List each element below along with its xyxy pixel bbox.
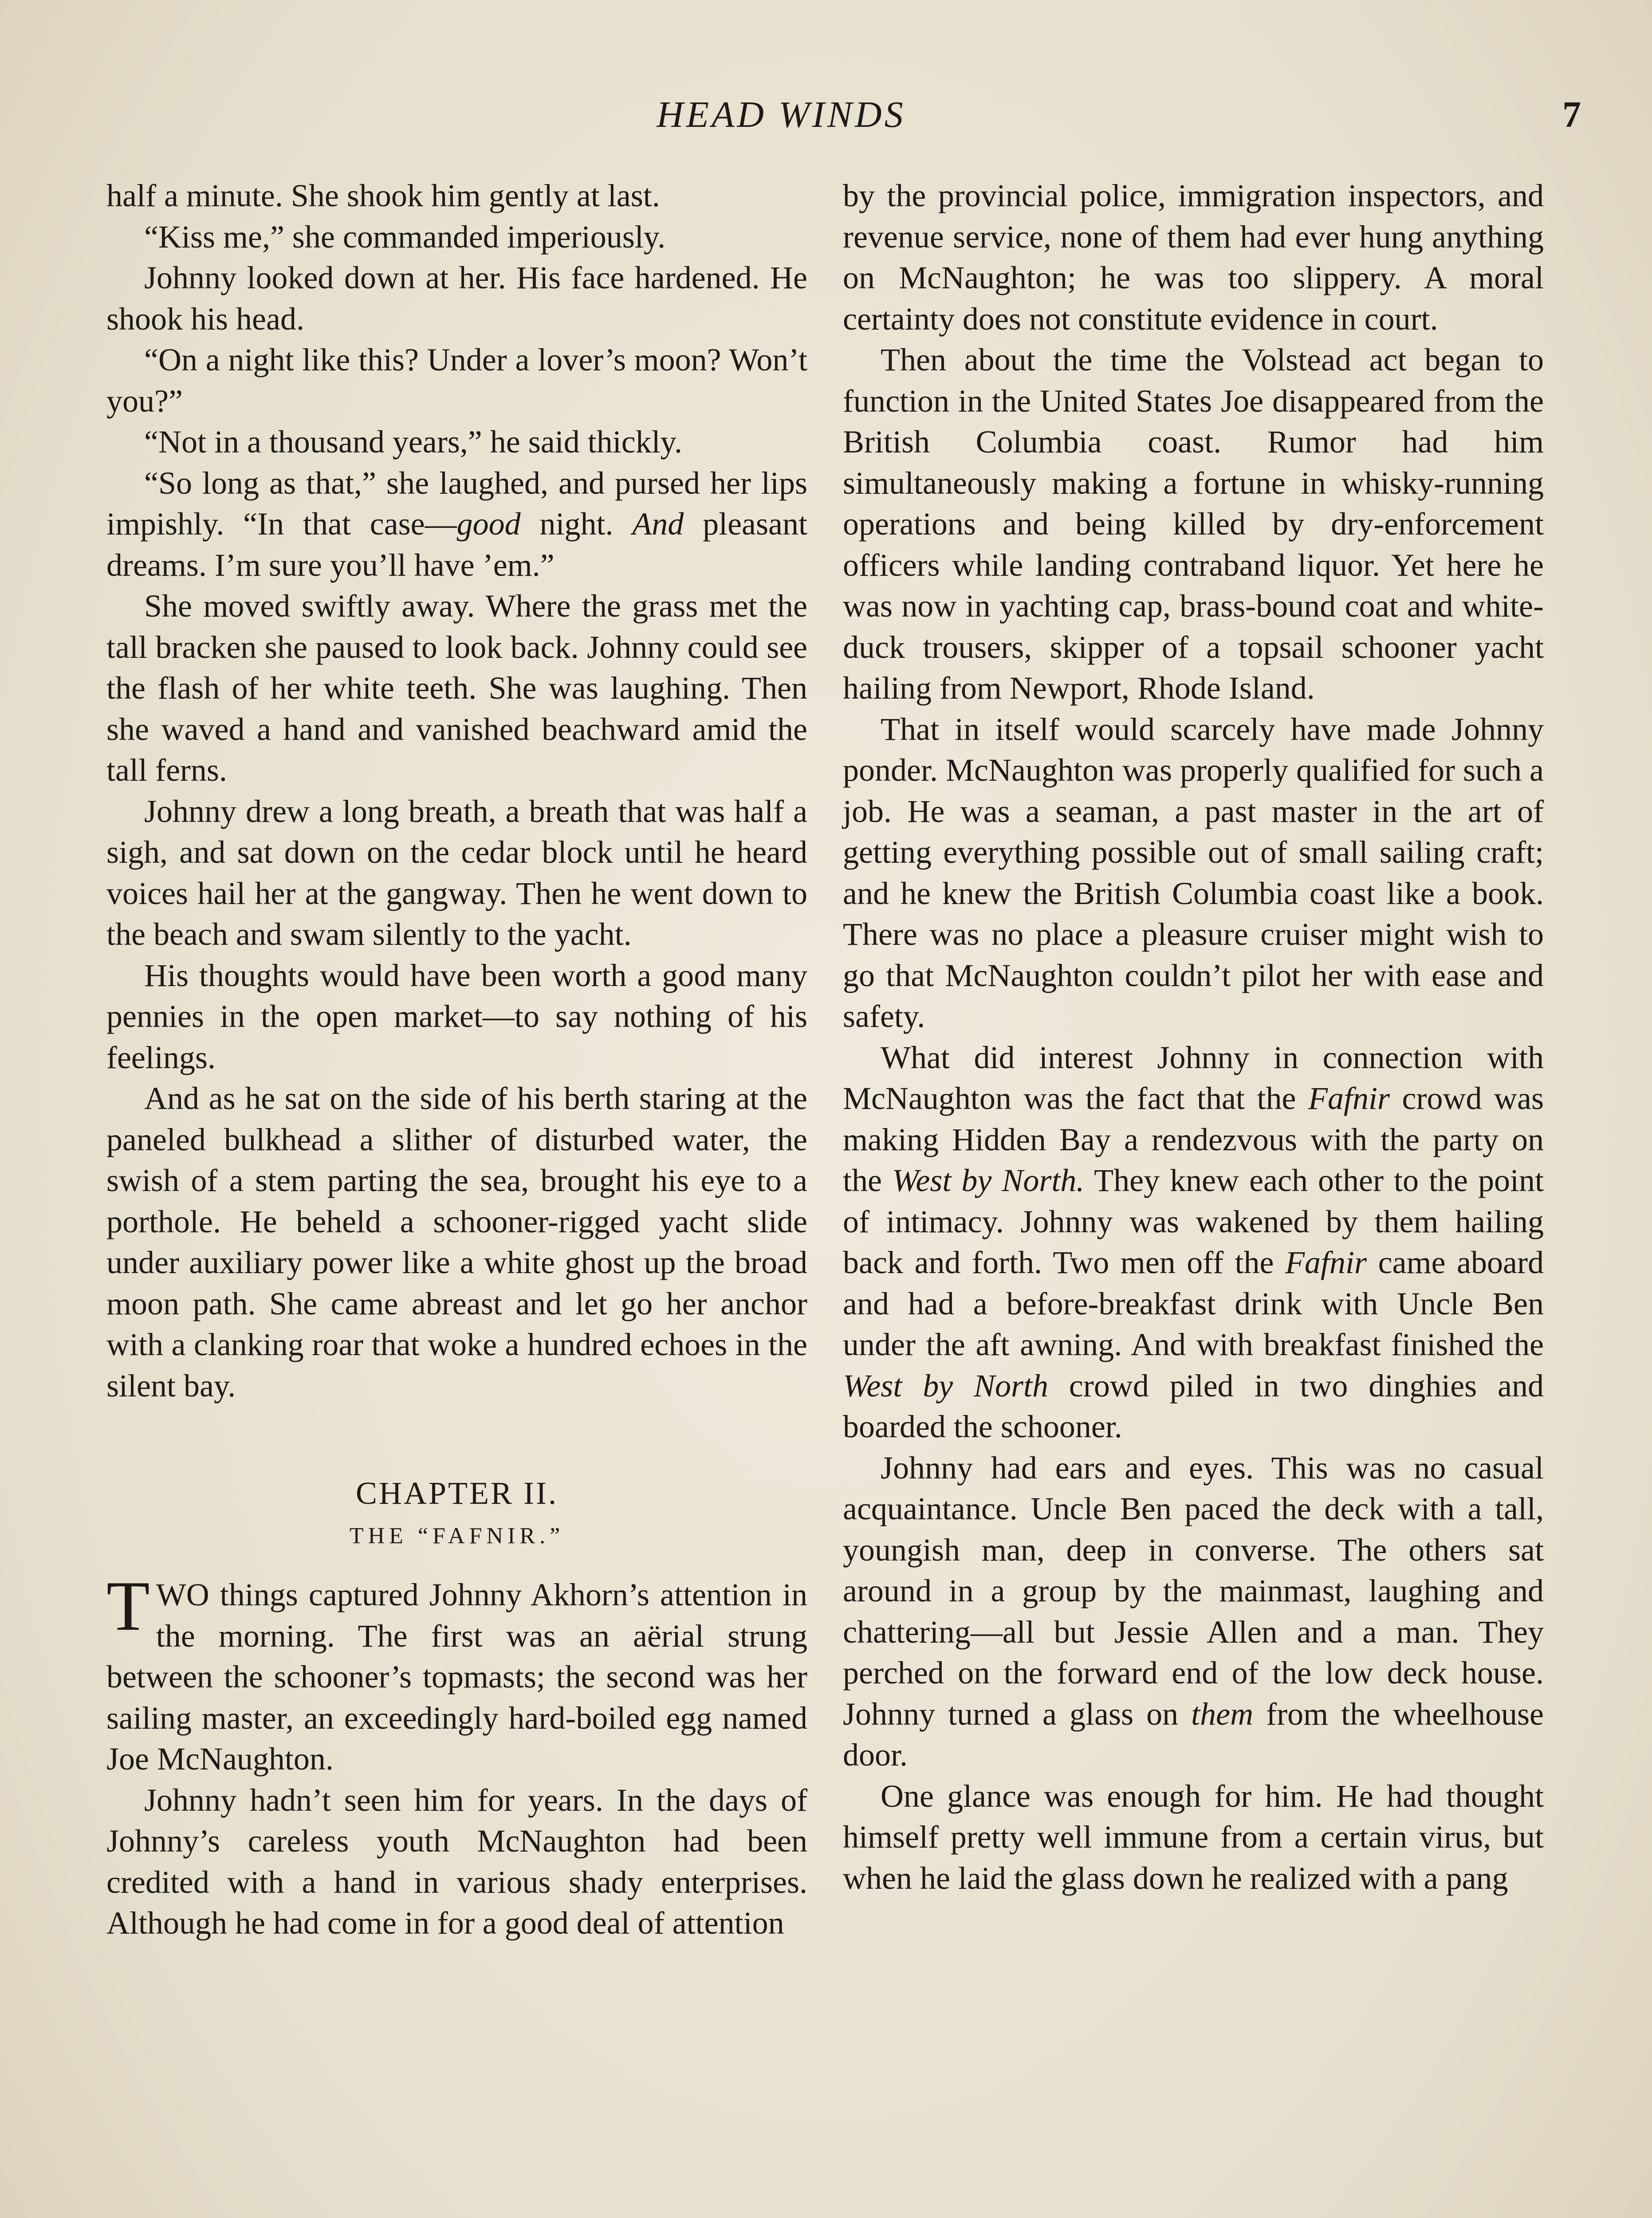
chapter-subtitle: THE “FAFNIR.” bbox=[349, 1523, 565, 1549]
paragraph: Then about the time the Volstead act began to function in the United States Joe disappeared from the British Columbia coast. Rumor had him simultaneously making a fortune in whisky-running operations and being killed by dry-enforcement officers while landing contraband liquor. Yet here he was now in yachting cap, brass-bound coat and white-duck trousers, skipper of a topsail schooner yacht hailing from Newport, Rhode Island. bbox=[843, 342, 1544, 706]
right-column bbox=[843, 175, 1544, 1899]
paragraph: “Not in a thousand years,” he said thickly. bbox=[144, 424, 682, 460]
italic-run: good bbox=[456, 506, 521, 542]
text-run: WO things captured Johnny Akhorn’s attention in the morning. The first was an aërial strung between the schooner’s topmasts; the second was her sailing master, an exceedingly hard-boiled egg named Joe McNaughton. bbox=[106, 1577, 807, 1777]
page-number: 7 bbox=[1562, 94, 1581, 135]
running-title: HEAD WINDS bbox=[657, 94, 906, 135]
italic-run: West by North bbox=[843, 1368, 1049, 1404]
text-run: They knew each other to the point of intimacy. Johnny was wakened by them hailing back and forth. Two men off the bbox=[843, 1163, 1544, 1280]
paragraph bbox=[106, 463, 807, 586]
paragraph: That in itself would scarcely have made Johnny ponder. McNaughton was properly qualified for such a job. He was a seaman, a past master in the art of getting everything possible out of small sailing craft; and he knew the British Columbia coast like a book. There was no place a pleasure cruiser might wish to go that McNaughton couldn’t pilot her with ease and safety. bbox=[843, 711, 1544, 1034]
left-column bbox=[106, 175, 807, 1944]
chapter-heading: CHAPTER II. bbox=[356, 1475, 558, 1511]
paragraph: by the provincial police, immigration inspectors, and revenue service, none of them had ever hung anything on McNaughton; he was too slippery. A moral certainty does not constitute evidence in court. bbox=[843, 178, 1544, 337]
italic-run: them bbox=[1191, 1696, 1254, 1732]
text-run: What did interest Johnny in connection with McNaughton was the fact that the bbox=[843, 1039, 1544, 1116]
text-run: came aboard and had a before-breakfast drink with Uncle Ben under the aft awning. And with breakfast finished the bbox=[843, 1245, 1544, 1362]
paragraph: Johnny drew a long breath, a breath that was half a sigh, and sat down on the cedar block until he heard voices hail her at the gangway. Then he went down to the beach and swam silently to the yacht. bbox=[106, 793, 807, 952]
italic-run: Fafnir bbox=[1308, 1081, 1390, 1116]
running-head bbox=[0, 93, 1652, 146]
text-run: crowd was making Hidden Bay a rendezvous with the party on the bbox=[843, 1081, 1544, 1198]
text-run: Johnny had ears and eyes. This was no casual acquaintance. Uncle Ben paced the deck with a tall, youngish man, deep in converse. The others sat around in a group by the mainmast, laughing and chattering—all but Jessie Allen and a man. They perched on the forward end of the low deck house. Johnny turned a glass on bbox=[843, 1450, 1544, 1732]
paragraph: “On a night like this? Under a lover’s moon? Won’t you?” bbox=[106, 342, 807, 419]
paragraph: His thoughts would have been worth a good many pennies in the open market—to say nothing of his feelings. bbox=[106, 957, 807, 1075]
text-run: pleasant dreams. I’m sure you’ll have ’em.” bbox=[106, 506, 807, 583]
text-run: from the wheelhouse door. bbox=[843, 1696, 1544, 1773]
paragraph: Johnny hadn’t seen him for years. In the days of Johnny’s careless youth McNaughton had been credited with a hand in various shady enterprises. Although he had come in for a good deal of attention bbox=[106, 1782, 807, 1941]
paragraph: She moved swiftly away. Where the grass met the tall bracken she paused to look back. Johnny could see the flash of her white teeth. She was laughing. Then she waved a hand and vanished beachward amid the tall ferns. bbox=[106, 588, 807, 788]
chapter-opening-paragraph bbox=[106, 1566, 807, 1780]
paragraph bbox=[843, 1037, 1544, 1447]
paragraph: One glance was enough for him. He had thought himself pretty well immune from a certain virus, but when he laid the glass down he realized with a pang bbox=[843, 1778, 1544, 1896]
paragraph bbox=[843, 1447, 1544, 1776]
text-run: “So long as that,” she laughed, and pursed her lips impishly. “In that case— bbox=[106, 465, 807, 542]
paragraph: And as he sat on the side of his berth staring at the paneled bulkhead a slither of disturbed water, the swish of a stem parting the sea, brought his eye to a porthole. He beheld a schooner-rigged yacht slide under auxiliary power like a white ghost up the broad moon path. She came abreast and let go her anchor with a clanking roar that woke a hundred echoes in the silent bay. bbox=[106, 1081, 807, 1404]
italic-run: Fafnir bbox=[1285, 1245, 1367, 1280]
drop-cap: T bbox=[106, 1566, 150, 1645]
text-run: crowd piled in two dinghies and boarded the schooner. bbox=[843, 1368, 1544, 1444]
paragraph: Johnny looked down at her. His face hardened. He shook his head. bbox=[106, 260, 807, 337]
paragraph: half a minute. She shook him gently at last. bbox=[106, 178, 660, 213]
italic-run: West by North. bbox=[892, 1163, 1085, 1198]
paragraph: “Kiss me,” she commanded imperiously. bbox=[144, 219, 666, 255]
text-run: night. bbox=[520, 506, 633, 542]
italic-run: And bbox=[632, 506, 684, 542]
